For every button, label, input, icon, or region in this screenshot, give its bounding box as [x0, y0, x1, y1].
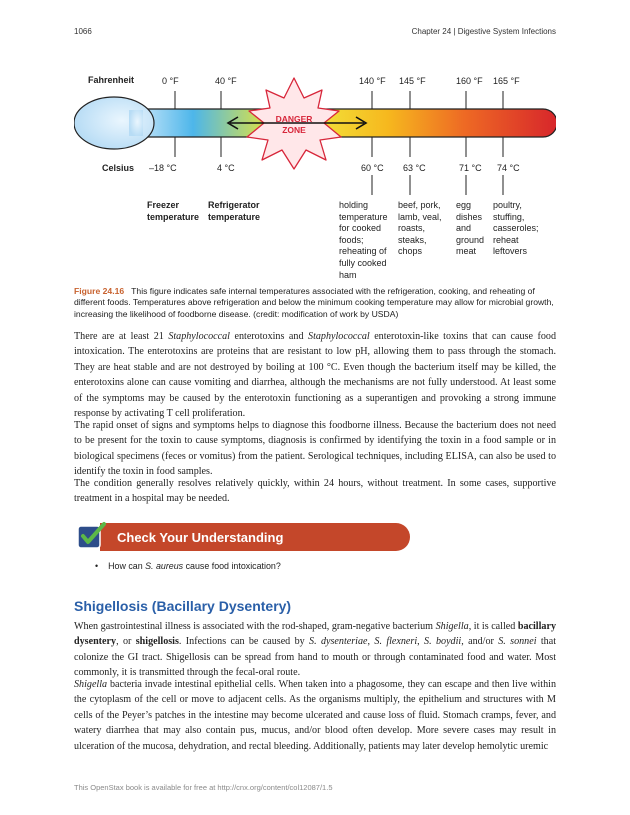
- check-understanding-title: Check Your Understanding: [117, 530, 284, 545]
- danger-text-1: DANGER: [275, 114, 313, 124]
- section-title: Shigellosis (Bacillary Dysentery): [74, 598, 292, 614]
- c-tick-4: 4 °C: [217, 163, 235, 173]
- figure-caption: [74, 286, 556, 320]
- egg-label: egg dishes and ground meat: [456, 200, 485, 257]
- chapter-header: Chapter 24 | Digestive System Infections: [411, 27, 556, 36]
- f-tick-140: 140 °F: [359, 76, 386, 86]
- paragraph-shigella-pathology: Shigella bacteria invade intestinal epithelial cells. When taken into a phagosome, they can escape and then live within the cytoplasm of the cell or move to adjacent cells. As the organisms multiply, the epithelium and structures with M cells of the Peyer’s patches in the intestine may become ulcerated and cause loss of fluid. Stomach cramps, fever, and watery diarrhea that may also contain pus, mucus, and/or blood often develop. More severe cases may result in ulceration of the mucosa, dehydration, and rectal bleeding. Additionally, patients may later develop hemolytic uremic: [74, 679, 556, 752]
- freezer-label: Freezer temperature: [147, 200, 200, 222]
- check-understanding-banner: [74, 520, 410, 554]
- c-tick-neg18: –18 °C: [149, 163, 177, 173]
- c-tick-60: 60 °C: [361, 163, 384, 173]
- paragraph-enterotoxins: There are at least 21 Staphylococcal enterotoxins and Staphylococcal enterotoxin-like toxins that can cause food intoxication. The enterotoxins are proteins that are resistant to low pH, allowing them to pass through the stomach. They are heat stable and are not destroyed by boiling at 100 °C. Even though the bacterium itself may be killed, the enterotoxins alone can cause vomiting and diarrhea, although the mechanisms are not fully understood. At least some of the symptoms may be caused by the enterotoxin functioning as a superantigen and provoking a strong immune response by activating T cell proliferation.: [74, 331, 556, 420]
- holding-label: holding temperature for cooked foods; reheating of fully cooked ham: [339, 200, 388, 280]
- c-tick-74: 74 °C: [497, 163, 520, 173]
- page-footer: This OpenStax book is available for free at http://cnx.org/content/col12087/1.5: [74, 783, 333, 792]
- caption-text: This figure indicates safe internal temperatures associated with the refrigeration, cooking, and reheating of different foods. Temperatures above refrigeration and below the minimum cooking temperature may allow for microbial growth, increasing the likelihood of foodborne disease. (credit: modification of work by USDA): [74, 286, 554, 319]
- paragraph-treatment: The condition generally resolves relatively quickly, within 24 hours, without treatment. In some cases, supportive treatment in a hospital may be needed.: [74, 478, 556, 505]
- temperature-figure: [74, 65, 556, 280]
- c-tick-71: 71 °C: [459, 163, 482, 173]
- celsius-label: Celsius: [102, 163, 135, 173]
- checkbox-icon: [76, 520, 108, 552]
- fahrenheit-label: Fahrenheit: [88, 75, 135, 85]
- page-number: 1066: [74, 27, 92, 36]
- f-tick-145: 145 °F: [399, 76, 426, 86]
- c-tick-63: 63 °C: [403, 163, 426, 173]
- beef-label: beef, pork, lamb, veal, roasts, steaks, chops: [398, 200, 442, 257]
- paragraph-shigella-intro: When gastrointestinal illness is associated with the rod-shaped, gram-negative bacterium Shigella, it is called bacillary dysentery, or shigellosis. Infections can be caused by S. dysenteriae, S. flexneri, S. boydii, and/or S. sonnei that colonize the GI tract. Shigellosis can be spread from hand to mouth or through contaminated food and water. Most commonly, it is transmitted through the fecal-oral route.: [74, 621, 557, 679]
- refrigerator-label: Refrigerator temperature: [208, 200, 261, 222]
- f-tick-165: 165 °F: [493, 76, 520, 86]
- paragraph-diagnosis: The rapid onset of signs and symptoms helps to diagnose this foodborne illness. Because the bacterium does not need to be present for the toxin to cause symptoms, diagnosis is confirmed by identifying the toxin in a food sample or in biological specimens (feces or vomitus) from the patient. Serological techniques, including ELISA, can also be used to identify the toxin in food samples.: [74, 420, 556, 478]
- f-tick-40: 40 °F: [215, 76, 237, 86]
- poultry-label: poultry, stuffing, casseroles; reheat leftovers: [493, 200, 539, 257]
- review-question: • How can S. aureus cause food intoxication?: [95, 561, 281, 571]
- f-tick-0: 0 °F: [162, 76, 179, 86]
- figure-label: Figure 24.16: [74, 286, 125, 296]
- tick-lines: [175, 91, 503, 195]
- f-tick-160: 160 °F: [456, 76, 483, 86]
- danger-text-2: ZONE: [282, 125, 306, 135]
